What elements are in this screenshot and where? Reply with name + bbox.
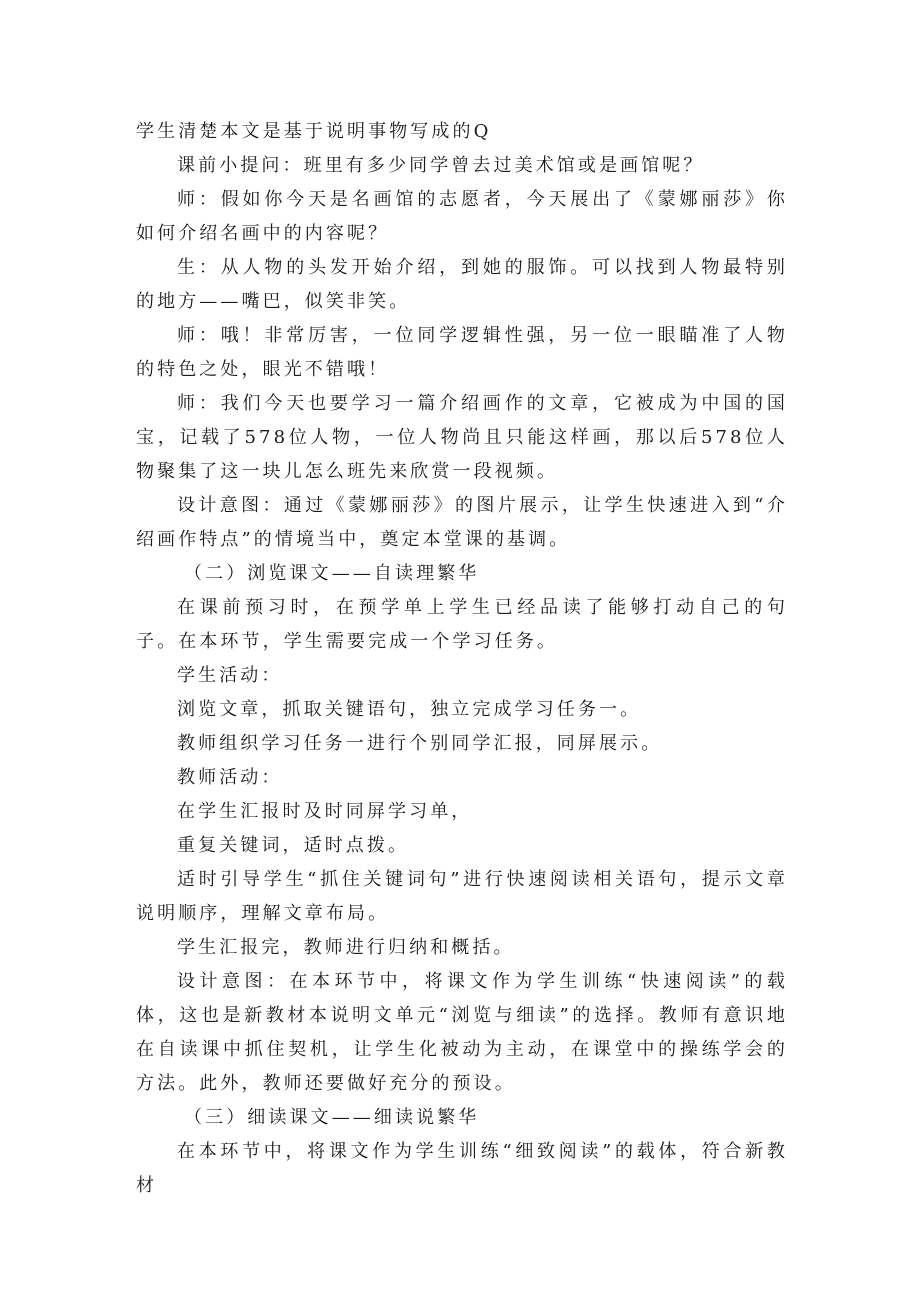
paragraph-guide-students: 适时引导学生“抓住关键词句”进行快速阅读相关语句，提示文章说明顺序，理解文章布局。 [136,869,788,924]
paragraph-design-intent-1: 设计意图：通过《蒙娜丽莎》的图片展示，让学生快速进入到“介绍画作特点”的情境当中，奠定本堂课的基调。 [136,495,788,550]
paragraph-repeat-keywords: 重复关键词，适时点拨。 [177,835,410,856]
label-teacher-activity: 教师活动： [177,767,283,788]
paragraph-design-intent-2: 设计意图：在本环节中，将课文作为学生训练“快速阅读”的载体，这也是新教材本说明文单元“浏览与细读”的选择。教师有意识地在自读课中抓住契机，让学生化被动为主动，在课堂中的操练学会的方法。此外，教师还要做好充分的预设。 [136,971,788,1094]
paragraph-student-answer: 生：从人物的头发开始介绍，到她的服饰。可以找到人物最特别的地方——嘴巴，似笑非笑。 [136,257,788,312]
paragraph-teacher-volunteer: 师：假如你今天是名画馆的志愿者，今天展出了《蒙娜丽莎》你如何介绍名画中的内容呢？ [136,189,788,244]
paragraph-screen-share: 在学生汇报时及时同屏学习单， [177,801,473,822]
paragraph-browse-article: 浏览文章，抓取关键语句，独立完成学习任务一。 [177,699,642,720]
paragraph-close-reading: 在本环节中，将课文作为学生训练“细致阅读”的载体，符合新教材 [136,1141,788,1196]
paragraph-teacher-intro-video: 师：我们今天也要学习一篇介绍画作的文章，它被成为中国的国宝，记载了578位人物，一位人物尚且只能这样画，那以后578位人物聚集了这一块儿怎么班先来欣赏一段视频。 [136,393,788,482]
paragraph-preview: 在课前预习时，在预学单上学生已经品读了能够打动自己的句子。在本环节，学生需要完成一个学习任务。 [136,597,788,652]
paragraph-summarize: 学生汇报完，教师进行归纳和概括。 [177,937,515,958]
section-heading-3: （三）细读课文——细读说繁华 [184,1107,480,1128]
paragraph-pre-class-question: 课前小提问：班里有多少同学曾去过美术馆或是画馆呢？ [177,155,705,176]
paragraph-teacher-organize: 教师组织学习任务一进行个别同学汇报，同屏展示。 [177,733,663,754]
document-page [136,115,788,1203]
paragraph-intro-line: 学生清楚本文是基于说明事物写成的Q [136,121,492,142]
paragraph-teacher-praise: 师：哦！非常厉害，一位同学逻辑性强，另一位一眼瞄准了人物的特色之处，眼光不错哦！ [136,325,788,380]
label-student-activity: 学生活动： [177,665,283,686]
section-heading-2: （二）浏览课文——自读理繁华 [184,563,480,584]
